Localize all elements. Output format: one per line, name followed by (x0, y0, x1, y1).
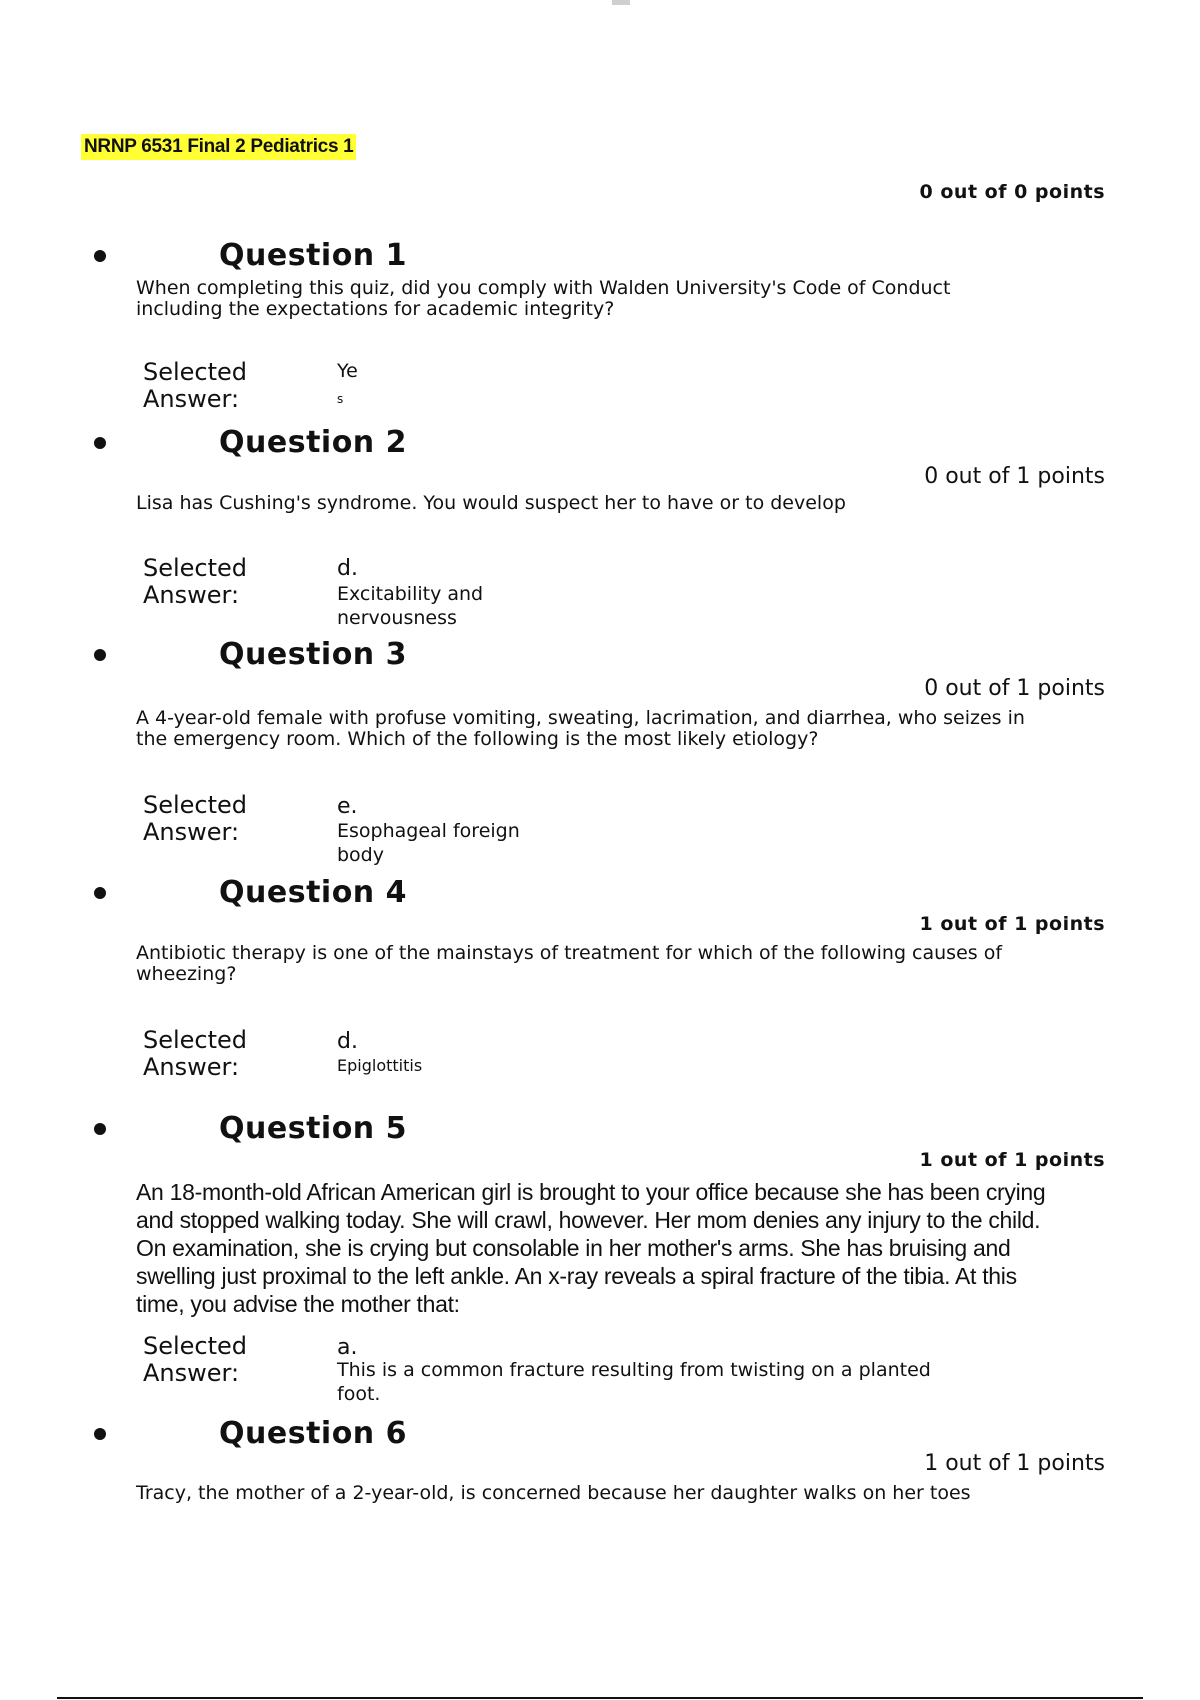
question-3-selected-answer-label (143, 792, 283, 846)
question-1-answer (337, 358, 377, 412)
question-5-answer-text: This is a common fracture resulting from twisting on a planted foot. (337, 1359, 931, 1405)
selected-label: Selected (143, 791, 248, 819)
question-4-title: Question 4 (219, 875, 407, 910)
question-5-answer-letter: a. (337, 1335, 358, 1360)
question-2-title: Question 2 (219, 425, 407, 460)
question-1-text: When completing this quiz, did you comply with Walden University's Code of Conduct including the expectations for academic integrity? (136, 277, 951, 320)
question-6-title: Question 6 (219, 1416, 407, 1451)
question-3-points: 0 out of 1 points (924, 676, 1105, 701)
selected-label: Selected (143, 554, 248, 582)
question-5-selected-answer-label (143, 1333, 283, 1387)
answer-label: Answer: (143, 818, 240, 846)
page-bottom-rule (57, 1697, 1143, 1699)
question-5-bullet (94, 1123, 106, 1135)
question-6-bullet (94, 1428, 106, 1440)
question-4-text: Antibiotic therapy is one of the mainstays of treatment for which of the following causes of wheezing? (136, 942, 1003, 985)
answer-label: Answer: (143, 1053, 240, 1081)
answer-label: Answer: (143, 1359, 240, 1387)
question-3-title: Question 3 (219, 637, 407, 672)
selected-label: Selected (143, 1026, 248, 1054)
question-1-answer-text-cont: s (337, 392, 344, 406)
question-3-answer-letter: e. (337, 794, 358, 819)
question-6-text: Tracy, the mother of a 2-year-old, is concerned because her daughter walks on her toes (136, 1482, 971, 1504)
header-points: 0 out of 0 points (919, 181, 1105, 203)
question-2-text: Lisa has Cushing's syndrome. You would suspect her to have or to develop (136, 492, 846, 514)
question-4-bullet (94, 887, 106, 899)
question-4-answer-letter: d. (337, 1029, 358, 1054)
question-4-points: 1 out of 1 points (919, 913, 1105, 935)
answer-label: Answer: (143, 581, 240, 609)
question-6-points: 1 out of 1 points (924, 1451, 1105, 1476)
question-4-selected-answer-label (143, 1027, 283, 1081)
question-1-title: Question 1 (219, 238, 407, 273)
question-2-selected-answer-label (143, 555, 283, 609)
question-5-points: 1 out of 1 points (919, 1149, 1105, 1171)
selected-label: Selected (143, 358, 248, 386)
question-5-title: Question 5 (219, 1111, 407, 1146)
document-title: NRNP 6531 Final 2 Pediatrics 1 (81, 134, 356, 160)
question-3-text: A 4-year-old female with profuse vomiting, sweating, lacrimation, and diarrhea, who seizes in the emergency room. Which of the following is the most likely etiology? (136, 707, 1025, 750)
question-1-answer-text: Ye (337, 360, 358, 382)
selected-label: Selected (143, 1332, 248, 1360)
question-1-bullet (94, 250, 106, 262)
question-2-points: 0 out of 1 points (924, 464, 1105, 489)
answer-label: Answer: (143, 385, 240, 413)
question-3-bullet (94, 649, 106, 661)
question-2-bullet (94, 437, 106, 449)
question-1-selected-answer-label (143, 359, 283, 413)
question-2-answer-text: Excitability and nervousness (337, 583, 484, 629)
question-2-answer-letter: d. (337, 556, 358, 581)
question-5-text: An 18-month-old African American girl is brought to your office because she has been crying and stopped walking today. She will crawl, however. Her mom denies any injury to the child. On examination, she is crying but consolable in her mother's arms. She has bruising and swelling just proximal to the left ankle. An x-ray reveals a spiral fracture of the tibia. At this time, you advise the mother that: (136, 1179, 1046, 1317)
question-4-answer-text: Epiglottitis (337, 1056, 423, 1075)
question-3-answer-text: Esophageal foreign body (337, 820, 520, 866)
page-edge-mark (612, 0, 630, 5)
